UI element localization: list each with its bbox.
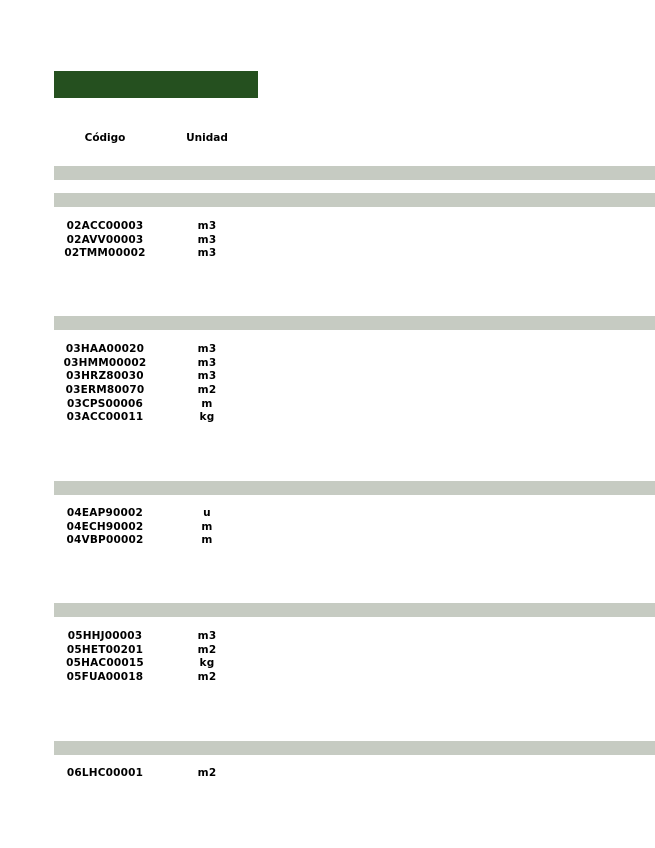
table-row [54, 247, 258, 261]
column-header-unit: Unidad [186, 132, 228, 144]
code-cell: 05FUA00018 [66, 671, 144, 684]
table-row [54, 357, 258, 371]
unit-cell: m2 [197, 671, 217, 684]
unit-cell: m2 [197, 384, 217, 397]
unit-cell: m2 [197, 767, 217, 779]
code-cell: 05HAC00015 [66, 657, 144, 670]
table-row [54, 657, 258, 671]
section-rows [54, 630, 258, 685]
unit-cell: m3 [197, 356, 217, 369]
table-row [54, 343, 258, 357]
unit-cell: m3 [197, 233, 217, 246]
section-rows [54, 767, 258, 781]
table-row [54, 220, 258, 234]
unit-cell: m3 [197, 247, 217, 260]
table-row [54, 521, 258, 535]
chapter-band [54, 316, 655, 330]
unit-cell: kg [199, 657, 215, 670]
code-cell: 02TMM00002 [64, 247, 146, 260]
table-row [54, 644, 258, 658]
table-row [54, 411, 258, 425]
unit-cell: m [201, 520, 213, 533]
unit-cell: m3 [197, 343, 217, 355]
code-cell: 02AVV00003 [66, 233, 144, 246]
table-row [54, 630, 258, 644]
unit-cell: m3 [197, 370, 217, 383]
unit-cell: m2 [197, 643, 217, 656]
code-cell: 03HAA00020 [65, 343, 145, 355]
chapter-band [54, 603, 655, 617]
table-row [54, 234, 258, 248]
code-cell: 04EAP90002 [66, 507, 144, 519]
title-banner [54, 71, 258, 98]
code-cell: 04VBP00002 [66, 534, 144, 547]
chapter-band [54, 741, 655, 755]
column-header-code: Código [84, 132, 126, 144]
code-cell: 04ECH90002 [66, 520, 144, 533]
section-rows [54, 343, 258, 425]
chapter-band [54, 166, 655, 180]
code-cell: 03ACC00011 [66, 411, 144, 424]
unit-cell: kg [199, 411, 215, 424]
table-row [54, 370, 258, 384]
table-row [54, 398, 258, 412]
chapter-band [54, 481, 655, 495]
code-cell: 05HET00201 [66, 643, 144, 656]
unit-cell: m3 [197, 220, 217, 232]
code-cell: 05HHJ00003 [67, 630, 143, 642]
table-row [54, 534, 258, 548]
code-cell: 03HRZ80030 [66, 370, 144, 383]
unit-cell: m [201, 397, 213, 410]
section-rows [54, 220, 258, 261]
table-row [54, 767, 258, 781]
table-row [54, 507, 258, 521]
table-row [54, 671, 258, 685]
chapter-band [54, 193, 655, 207]
table-row [54, 384, 258, 398]
unit-cell: m [201, 534, 213, 547]
code-cell: 03ERM80070 [65, 384, 145, 397]
code-cell: 06LHC00001 [66, 767, 144, 779]
code-cell: 02ACC00003 [66, 220, 144, 232]
code-cell: 03CPS00006 [66, 397, 144, 410]
section-rows [54, 507, 258, 548]
unit-cell: m3 [197, 630, 217, 642]
unit-cell: u [203, 507, 211, 519]
code-cell: 03HMM00002 [63, 356, 147, 369]
